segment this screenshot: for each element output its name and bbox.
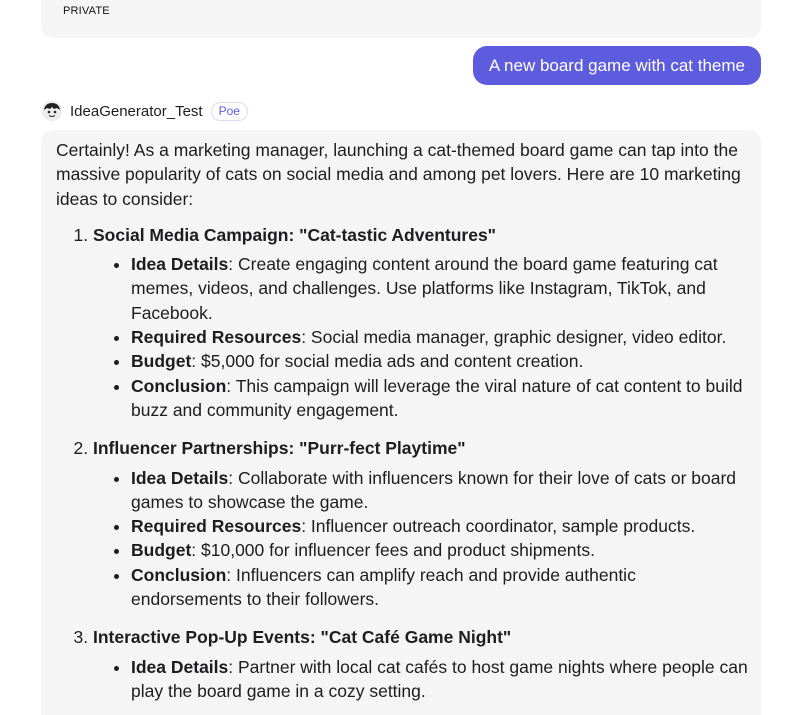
- detail-text: : Collaborate with influencers known for their love of cats or board games to showcase the game.: [131, 467, 737, 512]
- detail-key: Budget: [131, 351, 192, 372]
- ideas-list: [56, 223, 751, 703]
- user-message-bubble: A new board game with cat theme: [473, 46, 761, 85]
- detail-key: Idea Details: [131, 656, 229, 677]
- detail-key: Budget: [131, 540, 192, 561]
- idea-details-list: [93, 466, 751, 612]
- idea-details-list: [93, 252, 751, 422]
- detail-key: Idea Details: [131, 467, 229, 488]
- response-intro: Certainly! As a marketing manager, launching a cat-themed board game can tap into the massive popularity of cats on social media and among pet lovers. Here are 10 marketing ideas to consider:: [56, 140, 741, 209]
- detail-item: [131, 374, 751, 423]
- detail-item: [131, 325, 751, 349]
- detail-item: [131, 514, 751, 538]
- detail-item: [131, 466, 751, 515]
- detail-text: : This campaign will leverage the viral nature of cat content to build buzz and community engagement.: [131, 375, 743, 420]
- idea-item: [93, 223, 751, 422]
- bot-header: [42, 99, 248, 123]
- detail-key: Required Resources: [131, 516, 302, 537]
- idea-title: Social Media Campaign: "Cat-tastic Adventures": [93, 224, 496, 245]
- bot-avatar-icon[interactable]: [42, 101, 62, 121]
- idea-title: Interactive Pop-Up Events: "Cat Café Game Night": [93, 627, 512, 648]
- idea-item: [93, 625, 751, 703]
- previous-message-bubble: [41, 0, 761, 38]
- detail-text: : Social media manager, graphic designer, video editor.: [301, 327, 727, 348]
- detail-text: : Create engaging content around the board game featuring cat memes, videos, and challenges. Use platforms like Instagram, TikTok, and Facebook.: [131, 254, 718, 323]
- private-tag: PRIVATE: [63, 5, 110, 17]
- detail-item: [131, 252, 751, 325]
- detail-text: : Influencer outreach coordinator, sample products.: [301, 516, 696, 537]
- idea-title: Influencer Partnerships: "Purr-fect Playtime": [93, 438, 466, 459]
- detail-text: : $10,000 for influencer fees and product shipments.: [191, 540, 596, 561]
- detail-text: : $5,000 for social media ads and content creation.: [191, 351, 584, 372]
- detail-key: Conclusion: [131, 375, 227, 396]
- idea-details-list: [93, 655, 751, 704]
- detail-text: : Influencers can amplify reach and provide authentic endorsements to their followers.: [131, 564, 636, 610]
- detail-text: : Partner with local cat cafés to host game nights where people can play the board game in a cozy setting.: [131, 656, 748, 701]
- poe-badge: Poe: [211, 102, 248, 121]
- response-content: [56, 138, 751, 715]
- idea-item: [93, 436, 751, 611]
- detail-item: [131, 349, 751, 373]
- bot-name[interactable]: IdeaGenerator_Test: [70, 102, 203, 120]
- detail-item: [131, 655, 751, 704]
- detail-key: Required Resources: [131, 327, 302, 348]
- detail-item: [131, 538, 751, 562]
- bot-response-bubble: [41, 130, 761, 715]
- detail-item: [131, 563, 751, 612]
- detail-key: Idea Details: [131, 254, 229, 275]
- detail-key: Conclusion: [131, 564, 227, 585]
